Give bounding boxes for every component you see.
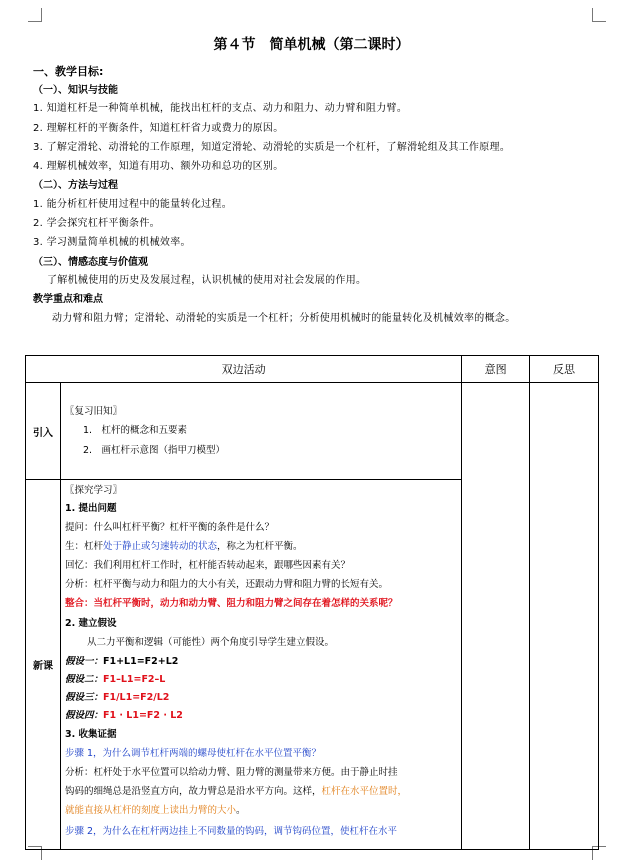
answer-text <box>65 540 303 554</box>
hypothesis-1-label: 假设一： <box>64 656 103 667</box>
method-item-2: 2. 学会探究杠杆平衡条件。 <box>33 218 160 229</box>
intro-content <box>60 383 461 480</box>
step2-heading: 2. 建立假设 <box>64 618 117 629</box>
step-1-analysis-line-2-prefix: 钩码的细绳总是沿竖直方向，故力臂总是沿水平方向。这样， <box>64 786 322 797</box>
hypothesis-3-label: 假设三： <box>64 692 103 703</box>
new-tag: 〖探究学习〗 <box>64 485 122 496</box>
new-lesson-label: 新课 <box>26 480 61 850</box>
step1-heading: 1. 提出问题 <box>64 503 117 514</box>
knowledge-heading: （一）、知识与技能 <box>33 85 118 96</box>
header-reflection: 反思 <box>530 356 599 383</box>
step-2-question: 步骤 2，为什么在杠杆两边挂上不同数量的钩码，调节钩码位置，使杠杆在水平 <box>64 826 398 837</box>
knowledge-item-4: 4. 理解机械效率，知道有用功、额外功和总功的区别。 <box>33 161 284 172</box>
step-1-analysis-line-3 <box>65 804 246 818</box>
analysis-text: 分析：杠杆平衡与动力和阻力的大小有关，还跟动力臂和阻力臂的长短有关。 <box>64 579 388 590</box>
hypothesis-4-formula: F1 · L1=F2 · L2 <box>102 710 183 721</box>
hypothesis-1 <box>65 655 178 669</box>
page-title: 第４节 简单机械（第二课时） <box>213 37 410 53</box>
step-1-analysis-line-3-suffix: 。 <box>235 805 246 816</box>
step2-text: 从二力平衡和逻辑（可能性）两个角度引导学生建立假设。 <box>86 637 334 648</box>
attitude-text: 了解机械使用的历史及发展过程，认识机械的使用对社会发展的作用。 <box>47 275 367 286</box>
table-header-row <box>26 356 599 383</box>
intro-label: 引入 <box>26 383 61 480</box>
key-points-text: 动力臂和阻力臂；定滑轮、动滑轮的实质是一个杠杆；分析使用机械时的能量转化及机械效率的概念。 <box>52 313 516 324</box>
hypothesis-2-label: 假设二： <box>64 674 103 685</box>
step-1-analysis-line-3-highlight: 就能直接从杠杆的刻度上读出力臂的大小 <box>64 805 236 816</box>
hypothesis-1-formula: F1+L1=F2+L2 <box>102 656 179 667</box>
hypothesis-3 <box>65 691 169 705</box>
knowledge-item-2: 2. 理解杠杆的平衡条件，知道杠杆省力或费力的原因。 <box>33 123 284 134</box>
hypothesis-2 <box>65 673 165 687</box>
step-1-question: 步骤 1，为什么调节杠杆两端的螺母使杠杆在水平位置平衡？ <box>64 748 322 759</box>
hypothesis-4-label: 假设四： <box>64 710 103 721</box>
answer-suffix: ，称之为杠杆平衡。 <box>216 541 303 552</box>
key-points-heading: 教学重点和难点 <box>33 294 103 305</box>
step-1-analysis-line-1: 分析：杠杆处于水平位置可以给动力臂、阻力臂的测量带来方便。由于静止时挂 <box>64 767 398 778</box>
question-text: 提问：什么叫杠杆平衡？杠杆平衡的条件是什么？ <box>64 522 274 533</box>
recall-text: 回忆：我们利用杠杆工作时，杠杆能否转动起来，跟哪些因素有关？ <box>64 560 350 571</box>
step3-heading: 3. 收集证据 <box>64 729 117 740</box>
intro-item-1: 1. 杠杆的概念和五要素 <box>82 425 188 436</box>
step-1-analysis-line-2 <box>65 785 407 799</box>
header-activities: 双边活动 <box>26 356 462 383</box>
header-intent: 意图 <box>462 356 530 383</box>
knowledge-item-1: 1. 知道杠杆是一种简单机械，能找出杠杆的支点、动力和阻力、动力臂和阻力臂。 <box>33 103 408 114</box>
lesson-table <box>25 355 599 850</box>
crop-mark-top-right <box>592 8 606 22</box>
new-lesson-content <box>60 480 461 850</box>
table-row-intro <box>26 383 599 480</box>
step-1-analysis-line-2-highlight: 杠杆在水平位置时， <box>321 786 407 797</box>
method-item-3: 3. 学习测量简单机械的机械效率。 <box>33 237 191 248</box>
intent-cell <box>462 383 530 850</box>
objectives-heading: 一、教学目标: <box>33 65 104 78</box>
intro-item-2: 2. 画杠杆示意图（指甲刀模型） <box>82 445 226 456</box>
hypothesis-3-formula: F1/L1=F2/L2 <box>102 692 170 703</box>
answer-highlight: 处于静止或匀速转动的状态 <box>102 541 217 552</box>
reflection-cell <box>530 383 599 850</box>
hypothesis-4 <box>65 709 183 723</box>
knowledge-item-3: 3. 了解定滑轮、动滑轮的工作原理，知道定滑轮、动滑轮的实质是一个杠杆，了解滑轮组及其工作原理。 <box>33 142 511 153</box>
summary-text: 整合：当杠杆平衡时，动力和动力臂、阻力和阻力臂之间存在着怎样的关系呢？ <box>64 598 398 609</box>
intro-tag: 〖复习旧知〗 <box>64 406 122 417</box>
answer-prefix: 生：杠杆 <box>64 541 103 552</box>
method-heading: （二）、方法与过程 <box>33 180 118 191</box>
crop-mark-top-left <box>28 8 42 22</box>
method-item-1: 1. 能分析杠杆使用过程中的能量转化过程。 <box>33 199 233 210</box>
hypothesis-2-formula: F1–L1=F2–L <box>102 674 166 685</box>
attitude-heading: （三）、情感态度与价值观 <box>33 257 148 268</box>
